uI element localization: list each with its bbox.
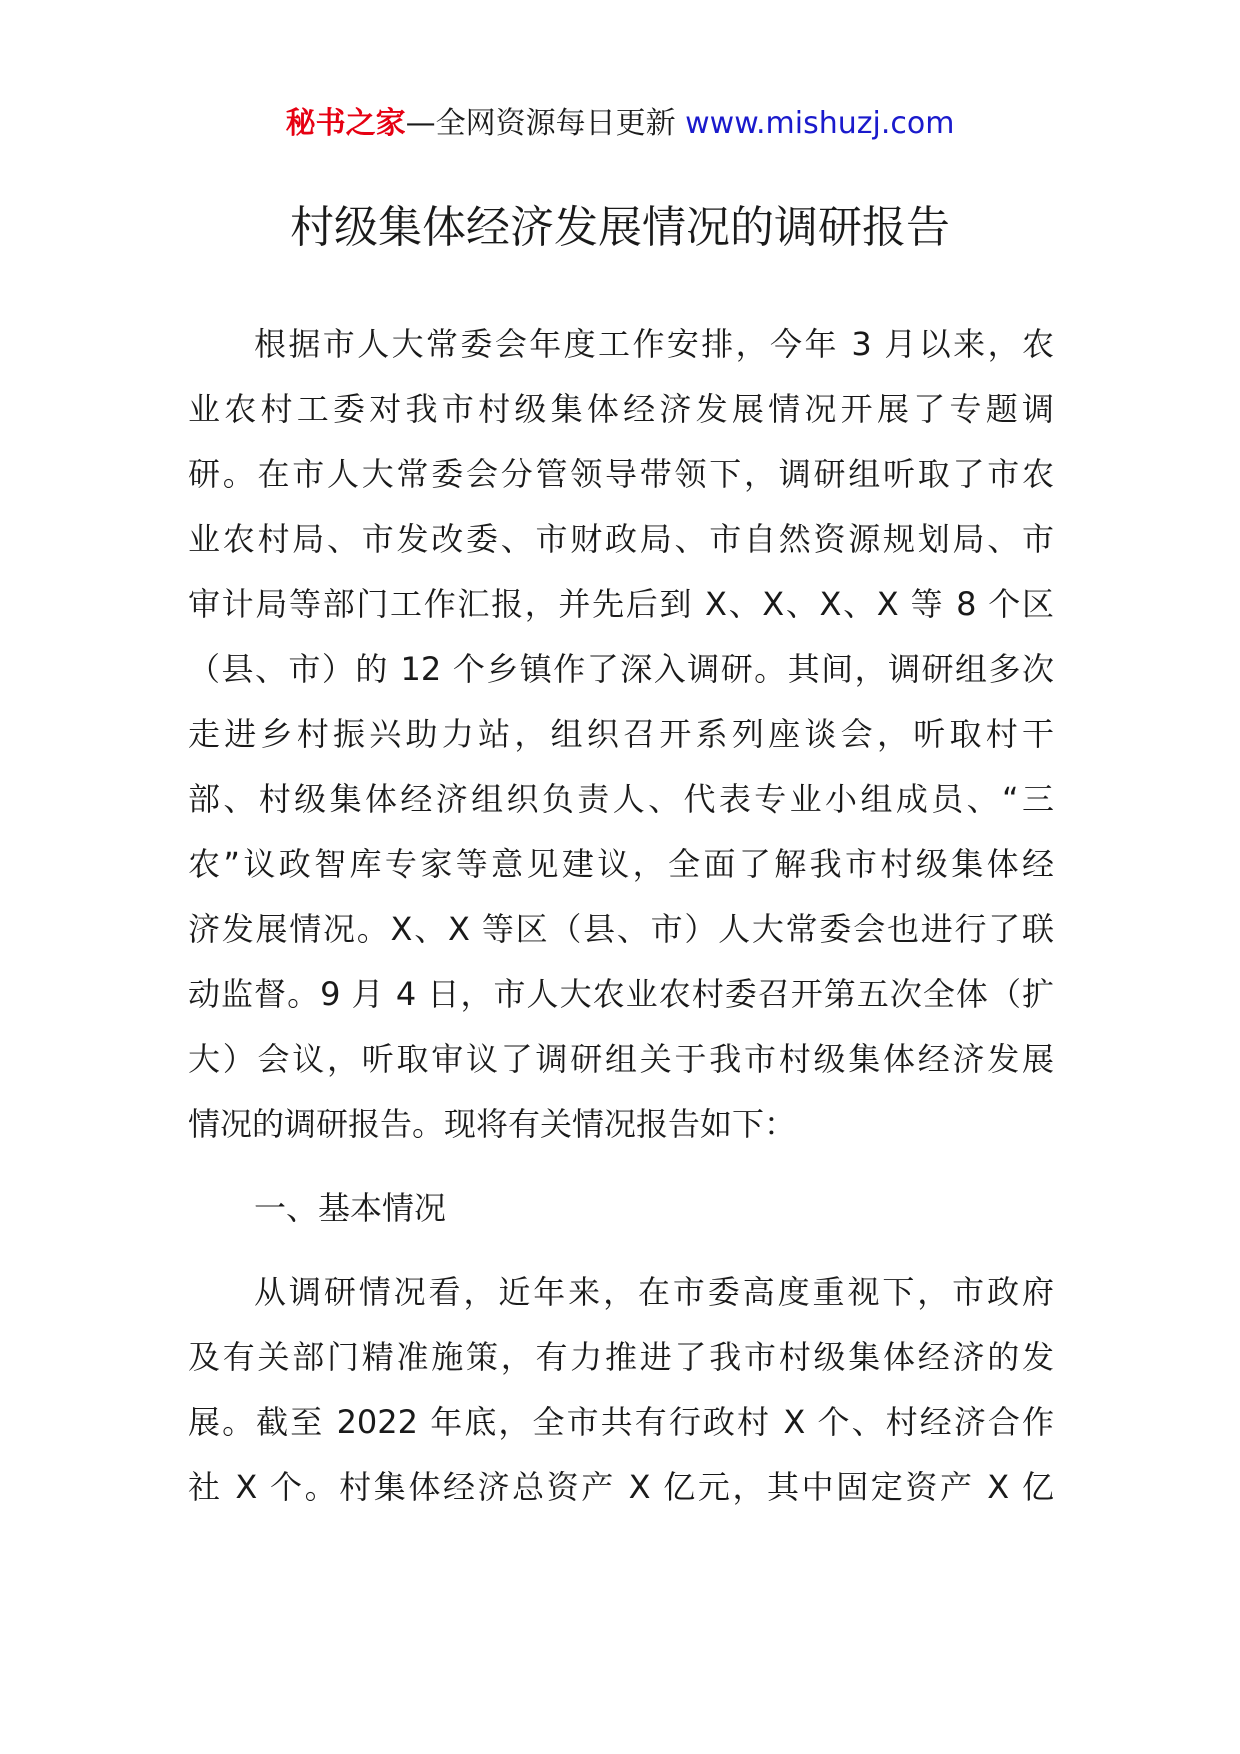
text-line: 展。截至 2022 年底，全市共有行政村 X 个、村经济合作 — [188, 1403, 1054, 1441]
text-line: 及有关部门精准施策，有力推进了我市村级集体经济的发 — [188, 1338, 1054, 1376]
text-line: 情况的调研报告。现将有关情况报告如下： — [188, 1105, 797, 1143]
paragraph-basic-situation — [188, 1260, 1054, 1520]
text-line: 从调研情况看，近年来，在市委高度重视下，市政府 — [254, 1273, 1054, 1311]
text-line: 走进乡村振兴助力站，组织召开系列座谈会，听取村干 — [188, 715, 1054, 753]
text-line: 农”议政智库专家等意见建议，全面了解我市村级集体经 — [188, 845, 1054, 883]
header-slogan: —全网资源每日更新 — [405, 106, 676, 141]
text-line: 社 X 个。村集体经济总资产 X 亿元，其中固定资产 X 亿 — [188, 1468, 1054, 1506]
text-line: 大）会议，听取审议了调研组关于我市村级集体经济发展 — [188, 1040, 1054, 1078]
paragraph-intro — [188, 312, 1054, 1157]
text-line: 根据市人大常委会年度工作安排，今年 3 月以来，农 — [254, 325, 1054, 363]
text-line: 审计局等部门工作汇报，并先后到 X、X、X、X 等 8 个区 — [188, 585, 1054, 623]
text-line: （县、市）的 12 个乡镇作了深入调研。其间，调研组多次 — [188, 650, 1054, 688]
text-line: 动监督。9 月 4 日，市人大农业农村委召开第五次全体（扩 — [188, 975, 1054, 1013]
text-line: 业农村工委对我市村级集体经济发展情况开展了专题调 — [188, 390, 1054, 428]
brand-name: 秘书之家 — [285, 106, 406, 141]
text-line: 业农村局、市发改委、市财政局、市自然资源规划局、市 — [188, 520, 1054, 558]
site-url-link[interactable]: www.mishuzj.com — [685, 106, 955, 141]
text-line: 部、村级集体经济组织负责人、代表专业小组成员、“三 — [188, 780, 1054, 818]
document-title: 村级集体经济发展情况的调研报告 — [290, 202, 950, 253]
text-line: 研。在市人大常委会分管领导带领下，调研组听取了市农 — [188, 455, 1054, 493]
section-heading: 一、基本情况 — [254, 1189, 447, 1227]
document-body — [188, 312, 1054, 1520]
text-line: 济发展情况。X、X 等区（县、市）人大常委会也进行了联 — [188, 910, 1054, 948]
site-header — [0, 100, 1240, 148]
